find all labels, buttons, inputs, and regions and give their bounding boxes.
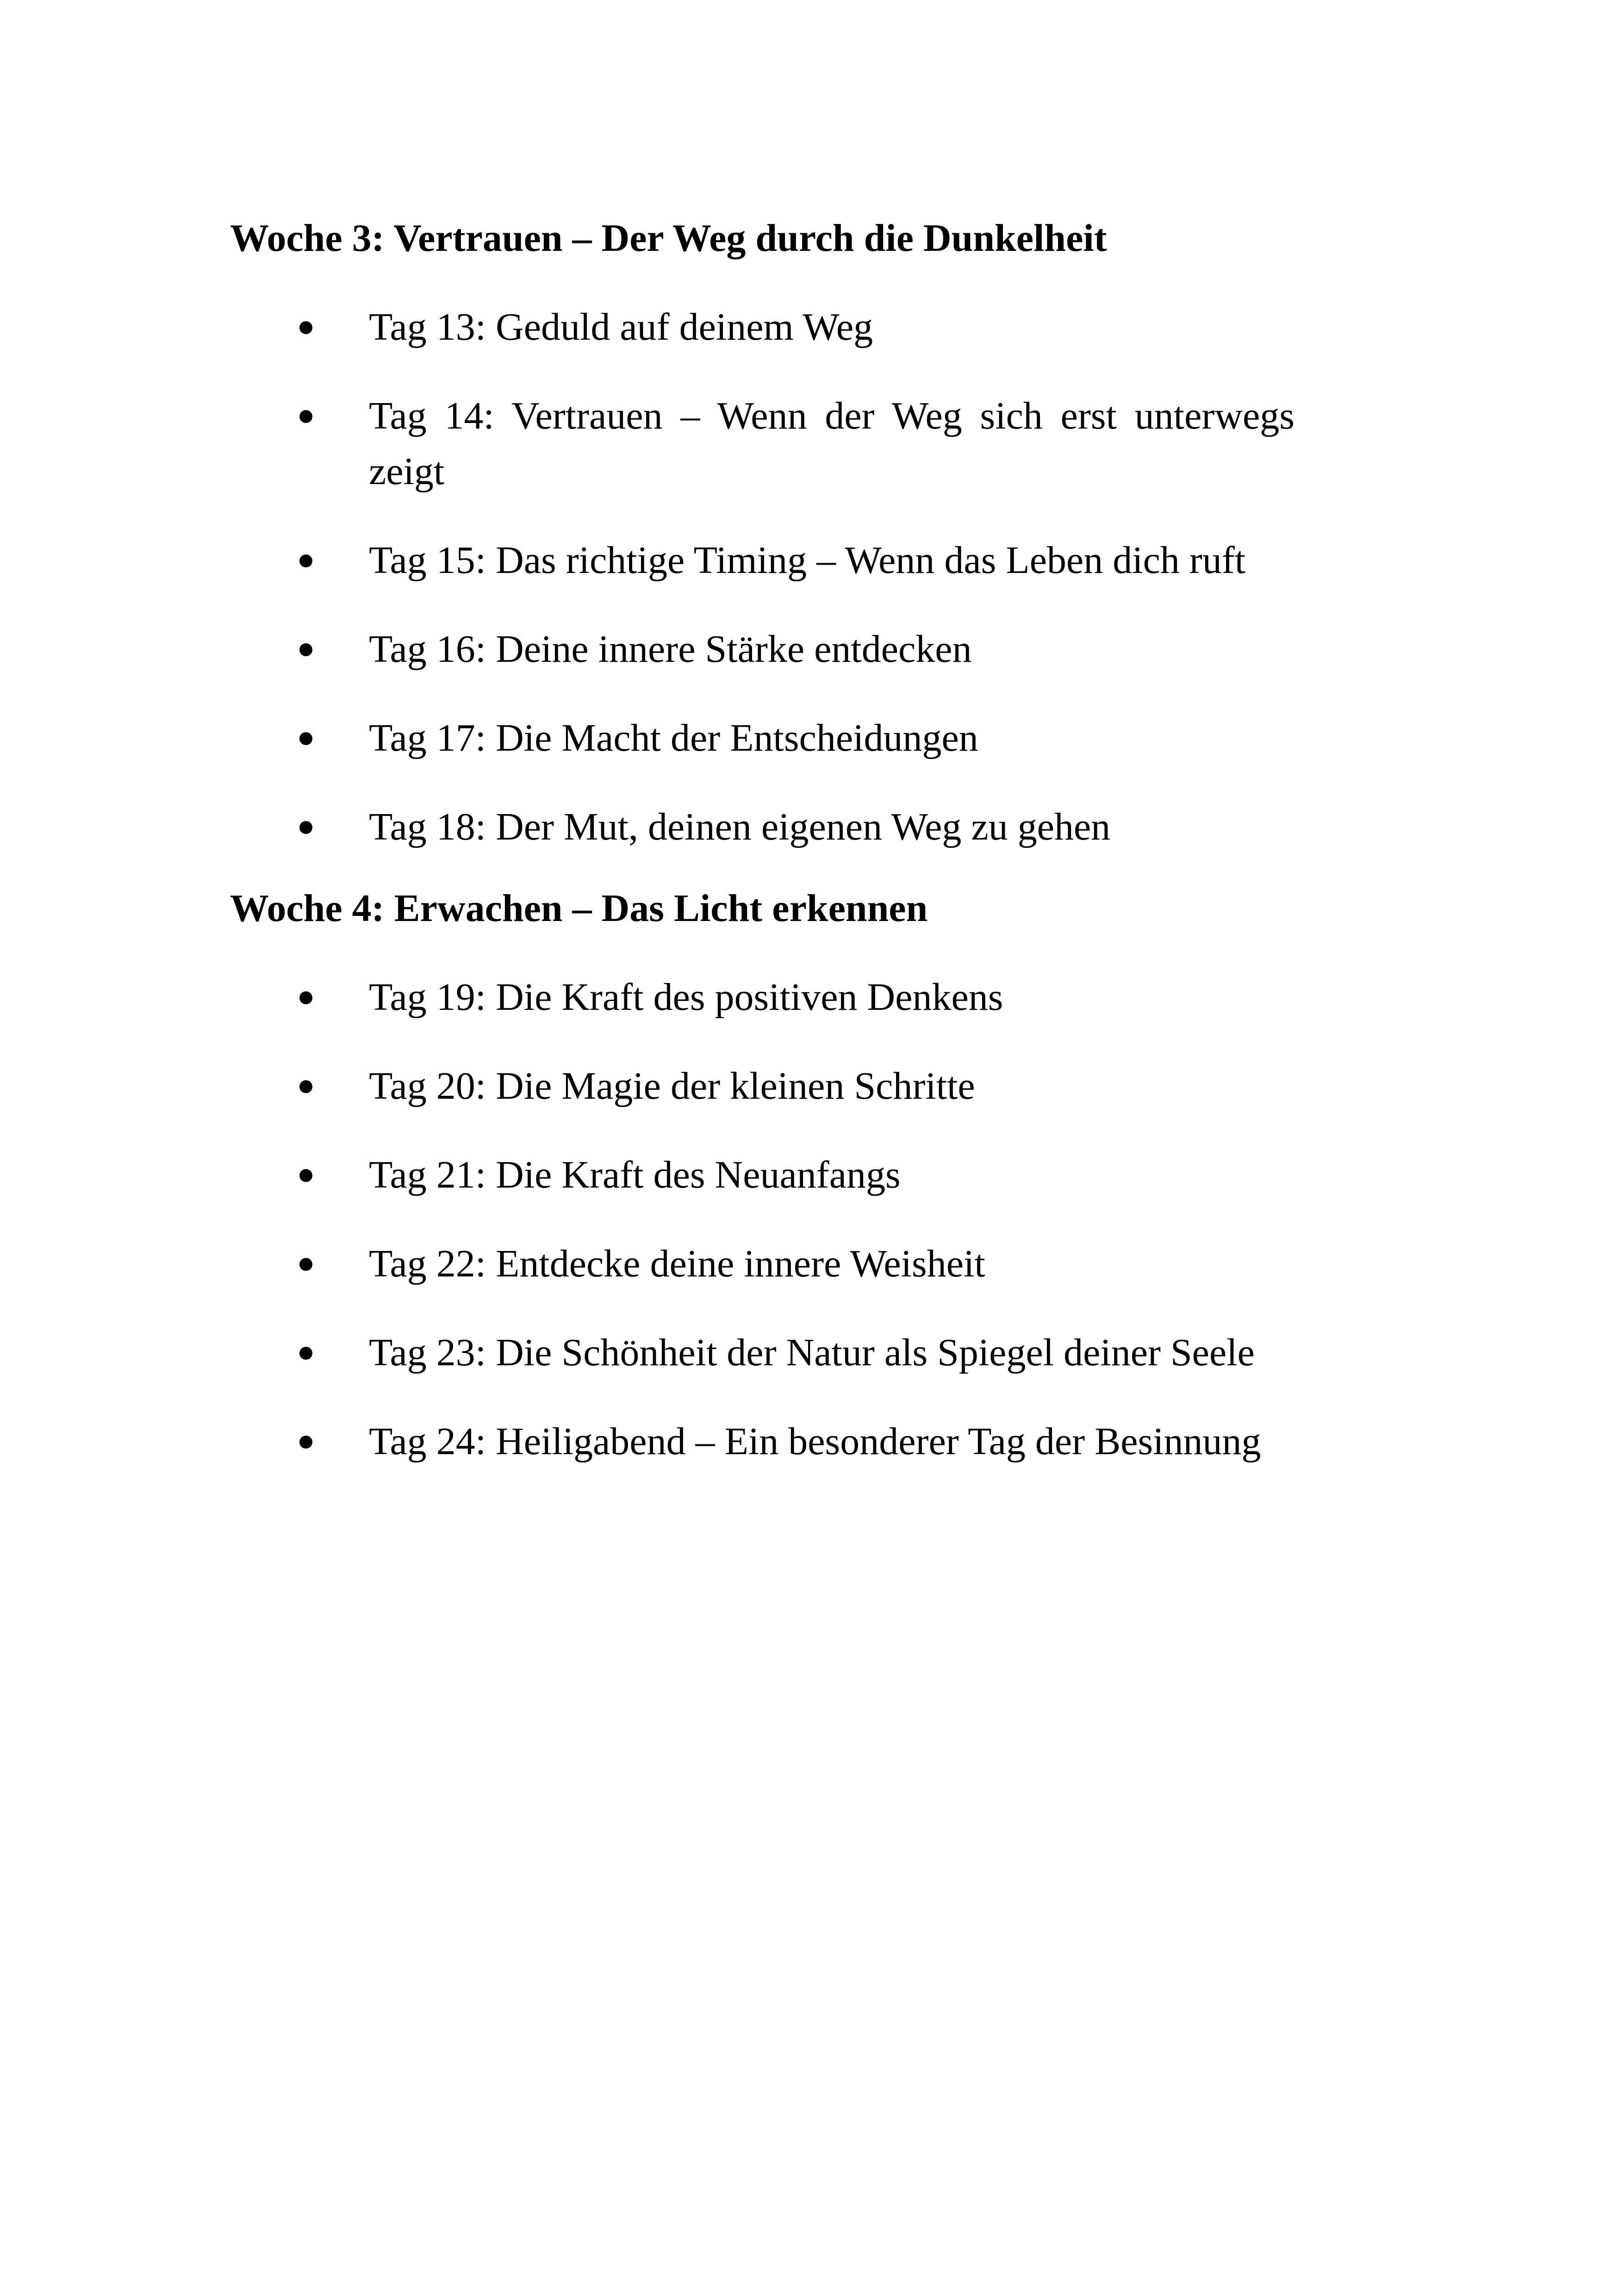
list-item-text: Tag 17: Die Macht der Entscheidungen	[369, 716, 978, 759]
bullet-icon	[299, 732, 312, 745]
list-item	[230, 622, 1294, 677]
bullet-icon	[299, 1436, 312, 1449]
list-item-text: Tag 21: Die Kraft des Neuanfangs	[369, 1153, 901, 1196]
list-item	[230, 710, 1294, 766]
list-item-text: Tag 20: Die Magie der kleinen Schritte	[369, 1064, 975, 1108]
list-item-text: Tag 23: Die Schönheit der Natur als Spiegel deiner Seele	[369, 1331, 1255, 1374]
list-item-text: Tag 22: Entdecke deine innere Weisheit	[369, 1242, 985, 1285]
bullet-icon	[299, 554, 312, 567]
bullet-icon	[299, 1258, 312, 1271]
week-3-heading: Woche 3: Vertrauen – Der Weg durch die Dunkelheit	[230, 217, 1107, 260]
list-item	[230, 1325, 1294, 1381]
list-item-text: Tag 18: Der Mut, deinen eigenen Weg zu gehen	[369, 805, 1111, 848]
week-3-day-list	[230, 299, 1294, 855]
bullet-icon	[299, 321, 312, 334]
bullet-icon	[299, 1347, 312, 1360]
bullet-icon	[299, 410, 312, 423]
list-item-text: Tag 13: Geduld auf deinem Weg	[369, 305, 873, 348]
list-item-text: Tag 16: Deine innere Stärke entdecken	[369, 628, 972, 671]
bullet-icon	[299, 821, 312, 834]
page-content	[230, 211, 1294, 1469]
list-item	[230, 1058, 1294, 1114]
list-item	[230, 1236, 1294, 1292]
list-item-text: Tag 24: Heiligabend – Ein besonderer Tag der Besinnung	[369, 1420, 1261, 1463]
bullet-icon	[299, 991, 312, 1004]
list-item	[230, 1414, 1294, 1469]
bullet-icon	[299, 643, 312, 656]
list-item	[230, 970, 1294, 1025]
list-item	[230, 1147, 1294, 1203]
week-4-heading: Woche 4: Erwachen – Das Licht erkennen	[230, 887, 928, 930]
week-4-day-list	[230, 970, 1294, 1469]
list-item	[230, 388, 1294, 499]
list-item-text: Tag 19: Die Kraft des positiven Denkens	[369, 976, 1003, 1019]
list-item-text: Tag 15: Das richtige Timing – Wenn das Leben dich ruft	[369, 539, 1246, 582]
list-item	[230, 299, 1294, 355]
list-item	[230, 799, 1294, 855]
bullet-icon	[299, 1080, 312, 1093]
list-item-text: Tag 14: Vertrauen – Wenn der Weg sich erst unterwegs zeigt	[369, 394, 1294, 493]
list-item	[230, 533, 1294, 588]
bullet-icon	[299, 1169, 312, 1182]
